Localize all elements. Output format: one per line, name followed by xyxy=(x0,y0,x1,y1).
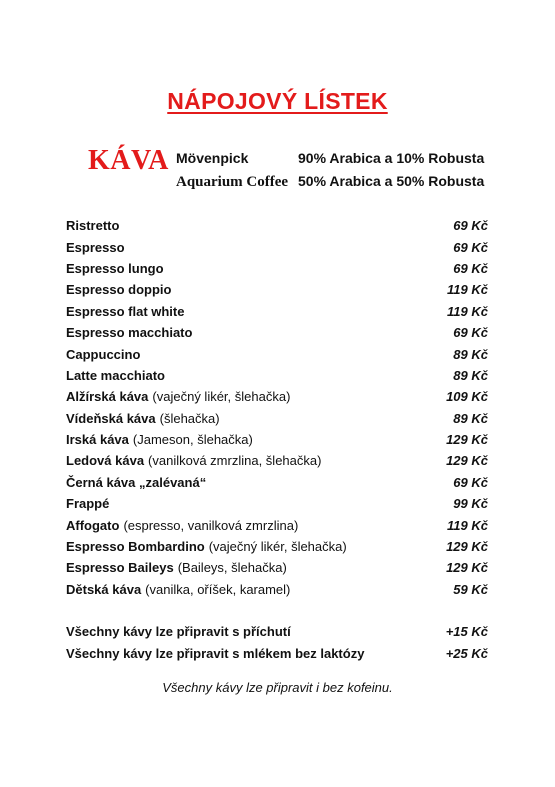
item-description: (vanilková zmrzlina, šlehačka) xyxy=(148,453,322,469)
brand-blend: 90% Arabica a 10% Robusta xyxy=(298,150,485,166)
item-description: (šlehačka) xyxy=(159,410,220,426)
item-name: Affogato xyxy=(66,517,120,533)
item-price: 69 Kč xyxy=(453,260,488,276)
menu-item xyxy=(66,450,488,471)
item-price: 129 Kč xyxy=(446,453,488,469)
brand-blend: 50% Arabica a 50% Robusta xyxy=(298,173,485,189)
menu-item xyxy=(66,514,488,535)
extra-label: Všechny kávy lze připravit s mlékem bez laktózy xyxy=(66,645,365,661)
coffee-menu-list xyxy=(66,215,488,600)
item-price: 99 Kč xyxy=(453,496,488,512)
menu-item xyxy=(66,322,488,343)
menu-item xyxy=(66,343,488,364)
item-name: Ristretto xyxy=(66,218,120,234)
menu-item xyxy=(66,386,488,407)
footnote: Všechny kávy lze připravit i bez kofeinu. xyxy=(162,680,393,695)
item-description: (vaječný likér, šlehačka) xyxy=(208,539,347,555)
menu-item xyxy=(66,279,488,300)
menu-item xyxy=(66,472,488,493)
item-price: 109 Kč xyxy=(446,389,488,405)
menu-item xyxy=(66,236,488,257)
item-name: Alžírská káva xyxy=(66,389,149,405)
section-title: KÁVA xyxy=(88,145,169,176)
item-price: 129 Kč xyxy=(446,560,488,576)
item-price: 119 Kč xyxy=(447,303,488,319)
item-price: 69 Kč xyxy=(453,239,488,255)
item-price: 89 Kč xyxy=(453,367,488,383)
item-price: 69 Kč xyxy=(453,325,488,341)
page-title: NÁPOJOVÝ LÍSTEK xyxy=(167,88,388,114)
item-price: 69 Kč xyxy=(453,474,488,490)
item-name: Espresso lungo xyxy=(66,260,164,276)
item-name: Dětská káva xyxy=(66,581,142,597)
item-name: Espresso Bombardino xyxy=(66,539,205,555)
menu-item xyxy=(66,493,488,514)
extra-price: +25 Kč xyxy=(445,645,488,661)
item-name: Latte macchiato xyxy=(66,367,165,383)
item-name: Vídeňská káva xyxy=(66,410,156,426)
menu-item xyxy=(66,215,488,236)
item-name: Černá káva „zalévaná“ xyxy=(66,474,207,490)
brand-row xyxy=(176,150,484,166)
item-name: Espresso xyxy=(66,239,125,255)
item-name: Cappuccino xyxy=(66,346,141,362)
menu-item xyxy=(66,258,488,279)
item-description: (espresso, vanilková zmrzlina) xyxy=(123,517,299,533)
menu-item xyxy=(66,579,488,600)
item-price: 119 Kč xyxy=(447,517,488,533)
item-description: (Baileys, šlehačka) xyxy=(177,560,287,576)
item-price: 89 Kč xyxy=(453,410,488,426)
menu-item xyxy=(66,536,488,557)
extra-item xyxy=(66,642,488,664)
item-name: Frappé xyxy=(66,496,110,512)
menu-item xyxy=(66,429,488,450)
menu-item xyxy=(66,365,488,386)
item-description: (Jameson, šlehačka) xyxy=(132,432,253,448)
menu-item xyxy=(66,408,488,429)
item-price: 119 Kč xyxy=(447,282,488,298)
extra-item xyxy=(66,620,488,642)
extra-label: Všechny kávy lze připravit s příchutí xyxy=(66,623,291,639)
item-description: (vanilka, oříšek, karamel) xyxy=(145,581,291,597)
item-name: Irská káva xyxy=(66,432,129,448)
brand-name: Mövenpick xyxy=(176,150,249,166)
brand-name: Aquarium Coffee xyxy=(176,174,289,190)
brand-row xyxy=(176,173,484,191)
extras-list xyxy=(66,620,488,664)
item-name: Espresso doppio xyxy=(66,282,172,298)
item-price: 129 Kč xyxy=(446,432,488,448)
menu-item xyxy=(66,557,488,578)
item-price: 69 Kč xyxy=(453,218,488,234)
item-name: Ledová káva xyxy=(66,453,145,469)
item-name: Espresso macchiato xyxy=(66,325,193,341)
item-price: 129 Kč xyxy=(446,539,488,555)
item-description: (vaječný likér, šlehačka) xyxy=(152,389,291,405)
extra-price: +15 Kč xyxy=(445,623,488,639)
item-name: Espresso Baileys xyxy=(66,560,174,576)
item-price: 89 Kč xyxy=(453,346,488,362)
menu-item xyxy=(66,301,488,322)
item-name: Espresso flat white xyxy=(66,303,185,319)
item-price: 59 Kč xyxy=(453,581,488,597)
